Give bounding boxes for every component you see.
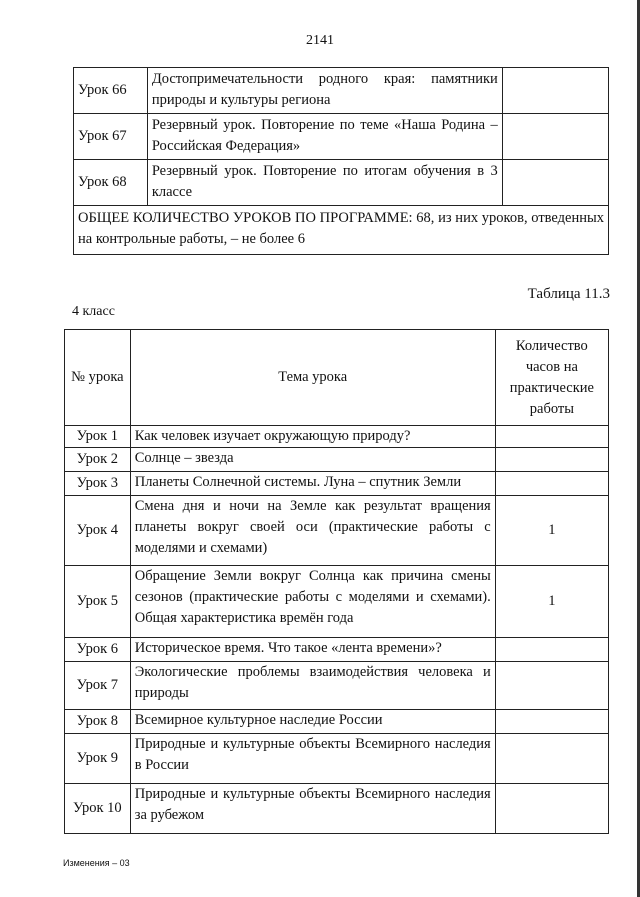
lesson-hours (495, 734, 608, 784)
lesson-number: Урок 10 (65, 784, 131, 834)
lesson-hours (495, 638, 608, 662)
lesson-topic: Всемирное культурное наследие России (130, 710, 495, 734)
total-lessons-text: ОБЩЕЕ КОЛИЧЕСТВО УРОКОВ ПО ПРОГРАММЕ: 68, из них уроков, отведенных на контрольные работы, – не более 6 (74, 206, 609, 255)
lesson-number: Урок 7 (65, 662, 131, 710)
table-row (74, 114, 609, 160)
lesson-number: Урок 2 (65, 448, 131, 472)
table-row (65, 472, 609, 496)
lesson-number: Урок 68 (74, 160, 148, 206)
lesson-topic: Планеты Солнечной системы. Луна – спутник Земли (130, 472, 495, 496)
lesson-hours (495, 662, 608, 710)
header-number-text: № урока (71, 369, 124, 385)
table-header-row (65, 330, 609, 426)
table-title: Таблица 11.3 (527, 286, 610, 302)
lesson-hours (502, 114, 608, 160)
lesson-number: Урок 6 (65, 638, 131, 662)
header-hours: Количество часов на практические работы (495, 330, 608, 426)
lesson-number: Урок 8 (65, 710, 131, 734)
lesson-topic: Достопримечательности родного края: памятники природы и культуры региона (147, 68, 502, 114)
table-row (65, 662, 609, 710)
lesson-number: Урок 1 (65, 426, 131, 448)
lesson-topic: Как человек изучает окружающую природу? (130, 426, 495, 448)
table-row (65, 710, 609, 734)
lesson-topic: Природные и культурные объекты Всемирного наследия в России (130, 734, 495, 784)
table-row (65, 784, 609, 834)
total-row (74, 206, 609, 255)
table-row (74, 68, 609, 114)
table-row (65, 734, 609, 784)
table-row (65, 496, 609, 566)
header-topic: Тема урока (130, 330, 495, 426)
lesson-topic: Смена дня и ночи на Земле как результат вращения планеты вокруг своей оси (практические работы с моделями и схемами) (130, 496, 495, 566)
lesson-number: Урок 9 (65, 734, 131, 784)
table-row (65, 566, 609, 638)
lesson-number: Урок 67 (74, 114, 148, 160)
lesson-topic: Обращение Земли вокруг Солнца как причина смены сезонов (практические работы с моделями и схемами). Общая характеристика времён года (130, 566, 495, 638)
lesson-number: Урок 66 (74, 68, 148, 114)
table-row (65, 638, 609, 662)
lesson-number: Урок 4 (65, 496, 131, 566)
lesson-topic: Солнце – звезда (130, 448, 495, 472)
lesson-hours: 1 (495, 496, 608, 566)
table-row (65, 448, 609, 472)
table-row (74, 160, 609, 206)
lesson-topic: Историческое время. Что такое «лента времени»? (130, 638, 495, 662)
lesson-hours (502, 68, 608, 114)
footer-revision: Изменения – 03 (63, 858, 130, 868)
lesson-hours (495, 784, 608, 834)
lesson-hours (495, 472, 608, 496)
lesson-topic: Природные и культурные объекты Всемирного наследия за рубежом (130, 784, 495, 834)
lesson-topic: Резервный урок. Повторение по итогам обучения в 3 классе (147, 160, 502, 206)
lesson-hours (495, 426, 608, 448)
lesson-number: Урок 3 (65, 472, 131, 496)
lesson-hours (502, 160, 608, 206)
lesson-topic: Резервный урок. Повторение по теме «Наша Родина – Российская Федерация» (147, 114, 502, 160)
lesson-topic: Экологические проблемы взаимодействия человека и природы (130, 662, 495, 710)
lesson-hours: 1 (495, 566, 608, 638)
lessons-table (64, 329, 609, 834)
previous-lessons-table (73, 67, 609, 255)
table-row (65, 426, 609, 448)
lesson-number: Урок 5 (65, 566, 131, 638)
lesson-hours (495, 710, 608, 734)
page-number: 2141 (306, 33, 334, 48)
grade-label: 4 класс (72, 304, 115, 319)
lesson-hours (495, 448, 608, 472)
header-number (65, 330, 131, 426)
